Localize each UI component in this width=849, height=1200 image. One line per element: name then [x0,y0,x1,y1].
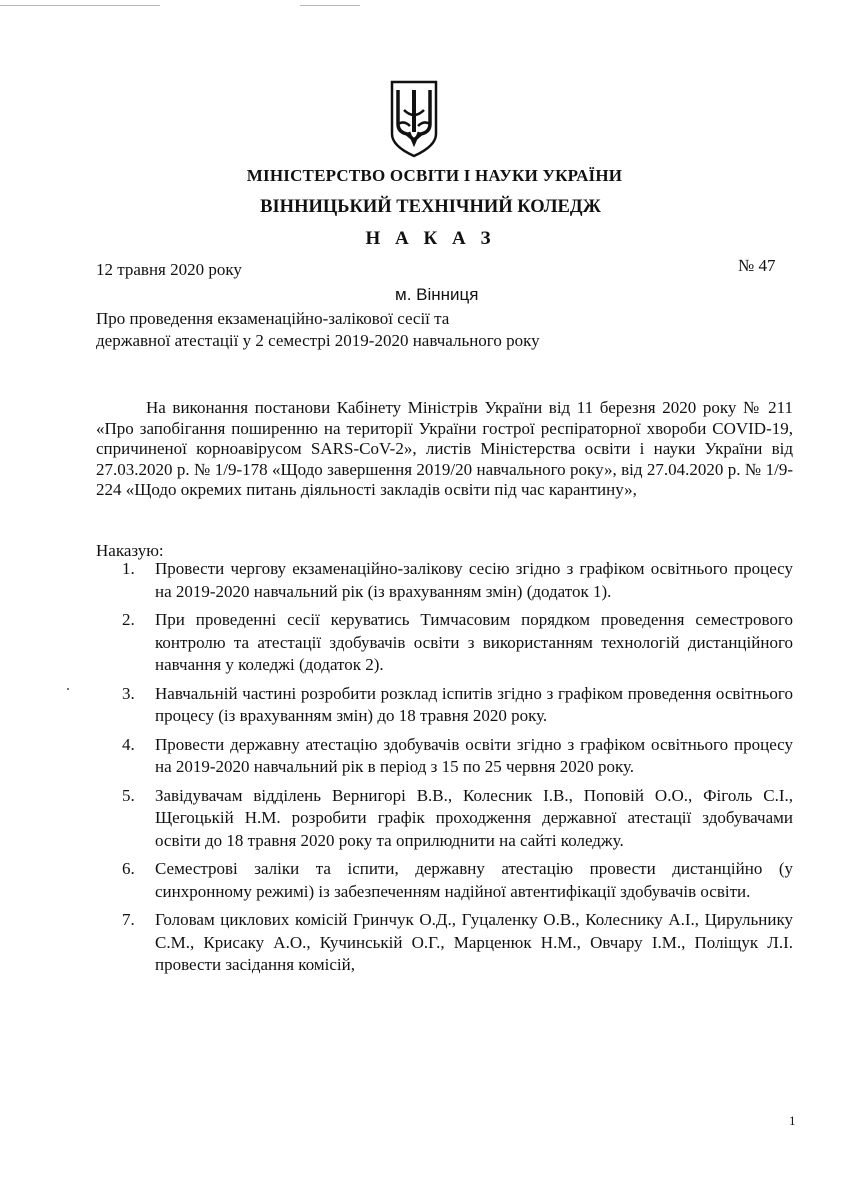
list-item [110,609,793,677]
order-number: № 47 [738,256,776,275]
scan-edge-line-left [0,5,160,6]
order-items-list [110,558,793,983]
list-item [110,683,793,728]
item-text: Провести державну атестацію здобувачів освіти згідно з графіком освітнього процесу на 2019-2020 навчальний рік в період з 15 по 25 червня 2020 року. [155,734,793,776]
document-type-heading: Н А К А З [365,228,496,249]
item-number: 6. [122,859,135,878]
trident-emblem-icon [389,80,439,158]
item-text: Провести чергову екзаменаційно-залікову сесію згідно з графіком освітнього процесу на 2019-2020 навчальний рік (із врахуванням змін) (додаток 1). [155,559,793,601]
item-text: Завідувачам відділень Вернигорі В.В., Колесник І.В., Поповій О.О., Фіголь С.І., Щегоцькій Н.М. розробити графік проходження державної атестації здобувачами освіти до 18 травня 2020 року та оприлюднити на сайті коледжу. [155,785,793,850]
preamble-paragraph: На виконання постанови Кабінету Міністрів України від 11 березня 2020 року № 211 «Про запобігання поширенню на території України гострої респіраторної хвороби COVID-19, спричиненої корноавірусом SARS-CoV-2», листів Міністерства освіти і науки України від 27.03.2020 р. № 1/9-178 «Щодо завершення 2019/20 навчального року», від 27.04.2020 р. № 1/9-224 «Щодо окремих питань діяльності закладів освіти під час карантину», [96,398,793,499]
scan-speck [67,688,69,690]
ministry-name: МІНІСТЕРСТВО ОСВІТИ І НАУКИ УКРАЇНИ [246,166,623,185]
list-item [110,785,793,853]
subject-line-2: державної атестації у 2 семестрі 2019-2020 навчального року [96,331,540,350]
page-number: 1 [789,1113,796,1128]
item-text: При проведенні сесії керуватись Тимчасовим порядком проведення семестрового контролю та атестації здобувачів освіти з використанням технологій дистанційного навчання у коледжі (додаток 2). [155,610,793,674]
order-city: м. Вінниця [395,285,479,304]
item-text: Семестрові заліки та іспити, державну атестацію провести дистанційно (у синхронному режимі) із забезпеченням надійної автентифікації здобувачів освіти. [155,859,793,901]
item-number: 7. [122,910,135,929]
subject-line-1: Про проведення екзаменаційно-залікової сесії та [96,309,450,328]
item-number: 3. [122,683,135,703]
order-word: Наказую: [96,541,164,560]
list-item [110,734,793,779]
item-number: 4. [122,734,135,754]
list-item [110,858,793,903]
item-number: 5. [122,785,135,805]
order-date: 12 травня 2020 року [96,260,242,279]
scan-edge-line-right [300,5,360,6]
item-number: 1. [122,559,135,578]
item-text: Навчальній частині розробити розклад іспитів згідно з графіком проведення освітнього процесу (із врахуванням змін) до 18 травня 2020 року. [155,683,793,725]
item-number: 2. [122,610,135,629]
college-name: ВІННИЦЬКИЙ ТЕХНІЧНИЙ КОЛЕДЖ [260,197,601,217]
item-text: Головам циклових комісій Гринчук О.Д., Гуцаленку О.В., Колеснику А.І., Цирульнику С.М., Крисаку А.О., Кучинській О.Г., Марценюк Н.М., Овчару І.М., Поліщук Л.І. провести засідання комісій, [155,910,793,974]
list-item [110,909,793,977]
order-subject [96,308,656,352]
list-item [110,558,793,603]
